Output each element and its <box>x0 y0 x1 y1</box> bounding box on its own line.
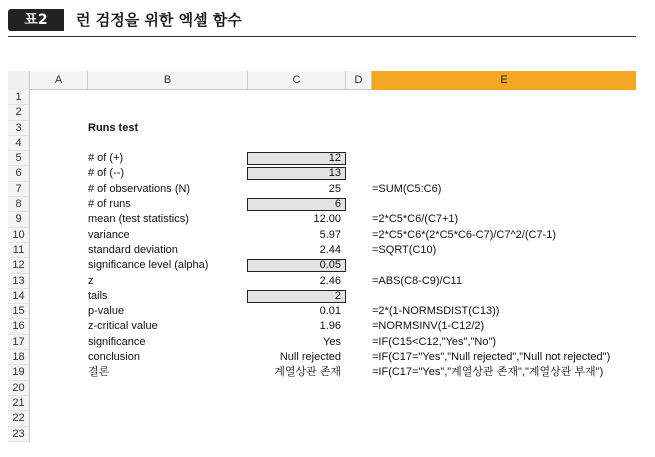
formula-cell-e[interactable]: =NORMSINV(1-C12/2) <box>372 320 485 333</box>
row-header[interactable]: 15 <box>8 304 30 319</box>
sheet-row <box>8 304 636 319</box>
cell-b[interactable]: significance <box>88 335 146 348</box>
cell-b[interactable] <box>88 411 248 426</box>
cell-b[interactable]: 결론 <box>88 366 110 379</box>
row-header[interactable]: 4 <box>8 136 30 151</box>
sheet-row <box>8 136 636 151</box>
cell-b[interactable]: Runs test <box>88 121 139 134</box>
sheet-row <box>8 182 636 197</box>
formula-cell-e[interactable] <box>372 381 636 396</box>
cell-c[interactable]: 0.01 <box>319 305 341 318</box>
row-header[interactable]: 18 <box>8 350 30 365</box>
formula-cell-e[interactable] <box>372 136 636 151</box>
cell-c[interactable] <box>248 90 345 105</box>
cell-b[interactable]: # of (+) <box>88 152 124 165</box>
cell-c[interactable]: 12.00 <box>313 213 341 226</box>
row-header[interactable]: 9 <box>8 212 30 227</box>
sheet-row <box>8 197 636 212</box>
sheet-row <box>8 365 636 380</box>
sheet-row <box>8 335 636 350</box>
cell-b[interactable]: tails <box>88 289 108 302</box>
cell-c[interactable]: 5.97 <box>319 228 341 241</box>
formula-cell-e[interactable]: =2*(1-NORMSDIST(C13)) <box>372 305 500 318</box>
row-header[interactable]: 16 <box>8 319 30 334</box>
row-header[interactable]: 12 <box>8 258 30 273</box>
formula-cell-e[interactable]: =SUM(C5:C6) <box>372 182 442 195</box>
formula-cell-e[interactable] <box>372 90 636 105</box>
cell-c[interactable] <box>248 427 345 442</box>
sheet-row <box>8 258 636 273</box>
sheet-row <box>8 319 636 334</box>
row-header[interactable]: 5 <box>8 151 30 166</box>
cell-c[interactable]: Null rejected <box>279 351 341 364</box>
cell-b[interactable]: mean (test statistics) <box>88 213 189 226</box>
cell-b[interactable]: variance <box>88 228 130 241</box>
sheet-row <box>8 427 636 442</box>
input-cell-c[interactable]: 12 <box>247 152 346 165</box>
cell-c[interactable] <box>248 136 345 151</box>
formula-cell-e[interactable] <box>372 197 636 212</box>
formula-cell-e[interactable] <box>372 289 636 304</box>
column-header-a[interactable]: A <box>30 71 88 90</box>
formula-cell-e[interactable] <box>372 105 636 120</box>
formula-cell-e[interactable]: =ABS(C8-C9)/C11 <box>372 274 462 287</box>
row-header[interactable]: 20 <box>8 381 30 396</box>
row-header[interactable]: 10 <box>8 228 30 243</box>
formula-cell-e[interactable]: =IF(C15<C12,"Yes","No") <box>372 335 497 348</box>
sheet-row <box>8 381 636 396</box>
row-header[interactable]: 19 <box>8 365 30 380</box>
sheet-row <box>8 212 636 227</box>
cell-b[interactable] <box>88 381 248 396</box>
cell-c[interactable]: 2.46 <box>319 274 341 287</box>
caption-badge: 표2 <box>8 9 64 31</box>
sheet-row <box>8 411 636 426</box>
row-header[interactable]: 14 <box>8 289 30 304</box>
input-cell-c[interactable]: 0.05 <box>247 259 346 272</box>
cell-c[interactable] <box>248 105 345 120</box>
cell-c[interactable] <box>248 381 345 396</box>
cell-c[interactable]: 25 <box>328 182 341 195</box>
sheet-rows <box>8 90 636 442</box>
formula-cell-e[interactable] <box>372 121 636 136</box>
column-header-c[interactable]: C <box>248 71 346 90</box>
sheet-row <box>8 396 636 411</box>
formula-cell-e[interactable]: =IF(C17="Yes","계열상관 존재","계열상관 부재") <box>372 366 604 379</box>
row-header[interactable]: 8 <box>8 197 30 212</box>
row-header[interactable]: 21 <box>8 396 30 411</box>
cell-b[interactable] <box>88 396 248 411</box>
sheet-row <box>8 105 636 120</box>
row-header[interactable]: 23 <box>8 427 30 442</box>
row-header[interactable]: 1 <box>8 90 30 105</box>
row-header[interactable]: 13 <box>8 274 30 289</box>
sheet-row <box>8 121 636 136</box>
formula-cell-e[interactable] <box>372 427 636 442</box>
sheet-row <box>8 151 636 166</box>
cell-b[interactable] <box>88 90 248 105</box>
cell-b[interactable] <box>88 427 248 442</box>
formula-cell-e[interactable] <box>372 258 636 273</box>
formula-cell-e[interactable] <box>372 166 636 181</box>
formula-cell-e[interactable]: =IF(C17="Yes","Null rejected","Null not rejected") <box>372 351 611 364</box>
input-cell-c[interactable]: 6 <box>247 198 346 211</box>
row-header[interactable]: 3 <box>8 121 30 136</box>
sheet-row <box>8 289 636 304</box>
sheet-row <box>8 243 636 258</box>
cell-b[interactable]: standard deviation <box>88 243 178 256</box>
row-header[interactable]: 6 <box>8 166 30 181</box>
row-header[interactable]: 22 <box>8 411 30 426</box>
cell-c[interactable]: Yes <box>323 335 341 348</box>
cell-b[interactable]: # of (--) <box>88 167 125 180</box>
select-all-corner[interactable] <box>8 71 30 90</box>
formula-cell-e[interactable]: =SQRT(C10) <box>372 243 437 256</box>
sheet-row <box>8 350 636 365</box>
column-header-e[interactable]: E <box>372 71 636 90</box>
formula-cell-e[interactable] <box>372 411 636 426</box>
column-header-d[interactable]: D <box>346 71 372 90</box>
formula-cell-e[interactable] <box>372 396 636 411</box>
cell-b[interactable]: significance level (alpha) <box>88 259 209 272</box>
spreadsheet <box>8 71 636 442</box>
cell-b[interactable] <box>88 105 248 120</box>
column-header-row <box>8 71 636 90</box>
input-cell-c[interactable]: 13 <box>247 167 346 180</box>
figure-caption <box>8 6 648 34</box>
cell-b[interactable]: z <box>88 274 94 287</box>
cell-b[interactable]: conclusion <box>88 351 140 364</box>
input-cell-c[interactable]: 2 <box>247 290 346 303</box>
cell-b[interactable]: # of observations (N) <box>88 182 191 195</box>
formula-cell-e[interactable]: =2*C5*C6/(C7+1) <box>372 213 459 226</box>
cell-b[interactable]: z-critical value <box>88 320 158 333</box>
row-header[interactable]: 17 <box>8 335 30 350</box>
sheet-row <box>8 166 636 181</box>
cell-c[interactable] <box>248 411 345 426</box>
cell-c[interactable] <box>248 121 345 136</box>
row-header[interactable]: 2 <box>8 105 30 120</box>
formula-cell-e[interactable]: =2*C5*C6*(2*C5*C6-C7)/C7^2/(C7-1) <box>372 228 556 241</box>
sheet-row <box>8 90 636 105</box>
cell-c[interactable]: 계열상관 존재 <box>274 366 341 379</box>
row-header[interactable]: 7 <box>8 182 30 197</box>
cell-b[interactable]: # of runs <box>88 198 131 211</box>
caption-divider <box>8 36 636 37</box>
cell-c[interactable]: 1.96 <box>319 320 341 333</box>
column-header-b[interactable]: B <box>88 71 248 90</box>
cell-c[interactable]: 2.44 <box>319 243 341 256</box>
cell-b[interactable] <box>88 136 248 151</box>
cell-b[interactable]: p-value <box>88 305 125 318</box>
cell-c[interactable] <box>248 396 345 411</box>
caption-title: 런 검정을 위한 엑셀 함수 <box>76 11 242 29</box>
formula-cell-e[interactable] <box>372 151 636 166</box>
sheet-row <box>8 274 636 289</box>
sheet-row <box>8 228 636 243</box>
row-header[interactable]: 11 <box>8 243 30 258</box>
